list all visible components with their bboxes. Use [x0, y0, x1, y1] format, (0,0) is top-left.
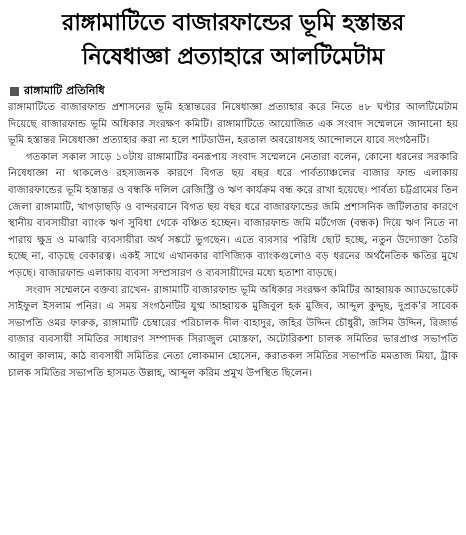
- paragraph-3: সংবাদ সম্মেলনে বক্তব্য রাখেন- রাঙ্গামাটি বাজারফান্ড ভূমি অধিকার সংরক্ষণ কমিটির আহ্বায়ক অ্যাডভোকেট সাইফুল ইসলাম পনির। এ সময় সংগঠনটির যুগ্ম আহ্বায়ক মুজিবুল হক মুজিব, আব্দুল কুদ্দুছ, দুপ্রক'র সাবেক সভাপতি ওমর ফারুক, রাঙ্গামাটি চেম্বারের পরিচালক দীল বাহাদুর, জহির উদ্দিন চৌধুরী, জসিম উদ্দিন, রিজার্ভ বাজার ব্যবসায়ী সমিতির সাধারণ সম্পাদক সিরাজুল মোস্তফা, অটোরিকশা চালক সমিতির ভারপ্রাপ্ত সভাপতি আবুল কালাম, কাঠ ব্যবসায়ী সমিতির নেতা লোকমান হোসেন, করাতকল সমিতির সভাপতি মমতাজ মিয়া, ট্রাক চালক সমিতির সভাপতি হাসমত উল্লাহ, আব্দুল করিম প্রমুখ উপস্থিত ছিলেন।: [8, 284, 458, 379]
- headline-line-2: নিষেধাজ্ঞা প্রত্যাহারে আলটিমেটাম: [82, 44, 384, 70]
- byline-text: রাঙ্গামাটি প্রতিনিধি: [24, 84, 105, 97]
- paragraph-2: গতকাল সকাল সাড়ে ১০টায় রাঙ্গামাটির বনরূপায় সংবাদ সম্মেলনে নেতারা বলেন, কোনো ধরনের সরকারি নিষেধাজ্ঞা না থাকলেও রহস্যজনক কারণে বিগত ছয় বছর ধরে পার্বত্যাঞ্চলের বাজার ফান্ড এলাকায় বাজারফান্ডের ভূমি হস্তান্তর ও বন্ধকি দলিল রেজিস্ট্রি ও ঋণ কার্যক্রম বন্ধ করে রাখা হয়েছে। পার্বত্য চট্টগ্রামের তিন জেলা রাঙ্গামাটি, খাগড়াছড়ি ও বান্দরবানে বিগত ছয় বছর ধরে বাজারফান্ডের জমি প্রশাসনিক জটিলতার কারণে স্থানীয় ব্যবসায়ীরা ব্যাংক ঋণ সুবিধা থেকে বঞ্চিত হচ্ছেন। বাজারফান্ড জমি মর্টগেজ (বন্ধক) দিয়ে ঋণ নিতে না পারায় ক্ষুদ্র ও মাঝারি ব্যবসায়ীরা অর্থ সঙ্কটে ভুগছেন। এতে ব্যবসার পরিধি ছোট হচ্ছে, নতুন উদ্যোক্তা তৈরি হচ্ছে না, বাড়ছে বেকারত্ব। একই সাথে এখানকার বাণিজ্যিক ব্যাংকগুলোও বড় ধরনের অর্থনৈতিক ক্ষতির মুখে পড়ছে। বাজারফান্ড এলাকায় ব্যবসা সম্প্রসারণ ও ব্যবসায়ীদের মধ্যে হতাশা বাড়ছে।: [8, 151, 458, 279]
- byline: [10, 84, 458, 98]
- square-bullet-icon: [10, 87, 19, 96]
- headline-line-1: রাঙ্গামাটিতে বাজারফান্ডের ভূমি হস্তান্তর: [61, 10, 405, 36]
- headline: [8, 6, 458, 74]
- article-body: [8, 100, 458, 382]
- paragraph-1: রাঙ্গামাটিতে বাজারফান্ড প্রশাসনের ভূমি হস্তান্তরের নিষেধাজ্ঞা প্রত্যাহার করে নিতে ৪৮ ঘণ্টার আলটিমেটাম দিয়েছে বাজারফান্ড ভূমি অধিকার সংরক্ষণ কমিটি। রাঙ্গামাটিতে আয়োজিত এক সংবাদ সম্মেলনে জানানো হয় ভূমি হস্তান্তর নিষেধাজ্ঞা প্রত্যাহার করা না হলে শাটডাউন, হরতাল অবরোধসহ আন্দোলনে যাবে সংগঠনটি।: [8, 102, 458, 147]
